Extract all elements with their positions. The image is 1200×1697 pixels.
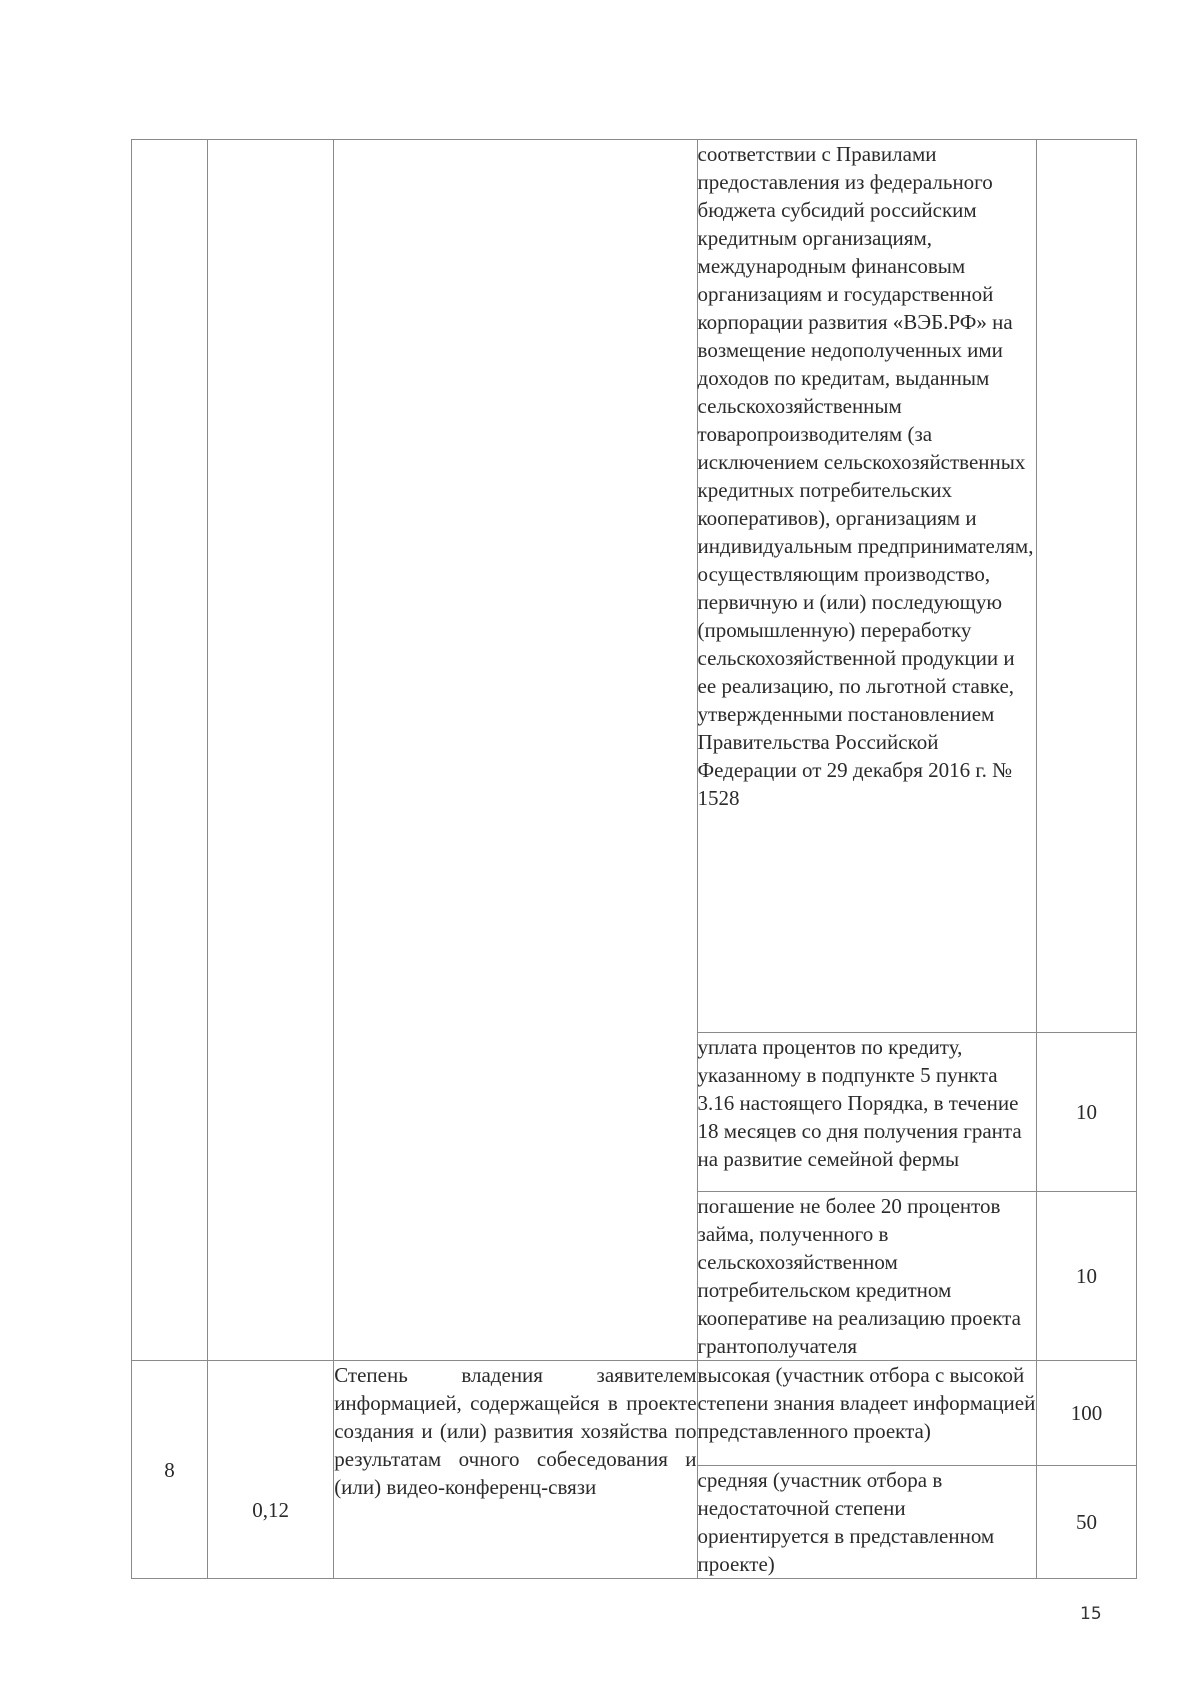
score-value: 10 bbox=[1075, 1100, 1097, 1124]
option-cell bbox=[697, 1361, 1036, 1466]
score-value: 50 bbox=[1075, 1510, 1097, 1534]
row-number-cell bbox=[132, 1361, 208, 1579]
score-cell bbox=[1036, 1361, 1136, 1466]
criterion-text: погашение не более 20 процентов займа, полученного в сельскохозяйственном потребительском кредитном кооперативе на реализацию проекта грантополучателя bbox=[697, 1194, 1021, 1358]
criterion-description: Степень владения заявителем информацией, содержащейся в проекте создания и (или) развития хозяйства по результатам очного собеседования и (или) видео-конференц-связи bbox=[334, 1363, 697, 1499]
option-text: высокая (участник отбора с высокой степени знания владеет информацией представленного проекта) bbox=[697, 1363, 1036, 1443]
score-value: 100 bbox=[1070, 1401, 1103, 1425]
weight-cell bbox=[208, 1361, 334, 1579]
criterion-cell bbox=[697, 1033, 1036, 1192]
description-cell bbox=[334, 140, 697, 1361]
criterion-cell bbox=[697, 1192, 1036, 1361]
score-cell bbox=[1036, 1466, 1136, 1579]
weight-cell bbox=[208, 140, 334, 1361]
option-cell bbox=[697, 1466, 1036, 1579]
table-row bbox=[132, 1361, 1137, 1466]
criterion-text: соответствии с Правилами предоставления из федерального бюджета субсидий российским кредитным организациям, международным финансовым организациям и государственной корпорации развития «ВЭБ.РФ» на возмещение недополученных ими доходов по кредитам, выданным сельскохозяйственным товаропроизводителям (за исключением сельскохозяйственных кредитных потребительских кооперативов), организациям и индивидуальным предпринимателям, осуществляющим производство, первичную и (или) последующую (промышленную) переработку сельскохозяйственной продукции и ее реализацию, по льготной ставке, утвержденными постановлением Правительства Российской Федерации от 29 декабря 2016 г. № 1528 bbox=[697, 142, 1034, 810]
score-cell bbox=[1036, 140, 1136, 1033]
score-value: 10 bbox=[1075, 1264, 1097, 1288]
weight-value: 0,12 bbox=[252, 1497, 289, 1522]
criteria-table bbox=[131, 139, 1137, 1579]
number-cell bbox=[132, 140, 208, 1361]
score-cell bbox=[1036, 1033, 1136, 1192]
row-number: 8 bbox=[164, 1457, 175, 1482]
score-cell bbox=[1036, 1192, 1136, 1361]
description-cell bbox=[334, 1361, 697, 1579]
criterion-cell bbox=[697, 140, 1036, 1033]
table-row bbox=[132, 140, 1137, 1033]
criterion-text: уплата процентов по кредиту, указанному в подпункте 5 пункта 3.16 настоящего Порядка, в течение 18 месяцев со дня получения гранта на развитие семейной фермы bbox=[697, 1035, 1022, 1171]
option-text: средняя (участник отбора в недостаточной степени ориентируется в представленном проекте) bbox=[697, 1468, 995, 1576]
page-number: 15 bbox=[1080, 1604, 1102, 1624]
